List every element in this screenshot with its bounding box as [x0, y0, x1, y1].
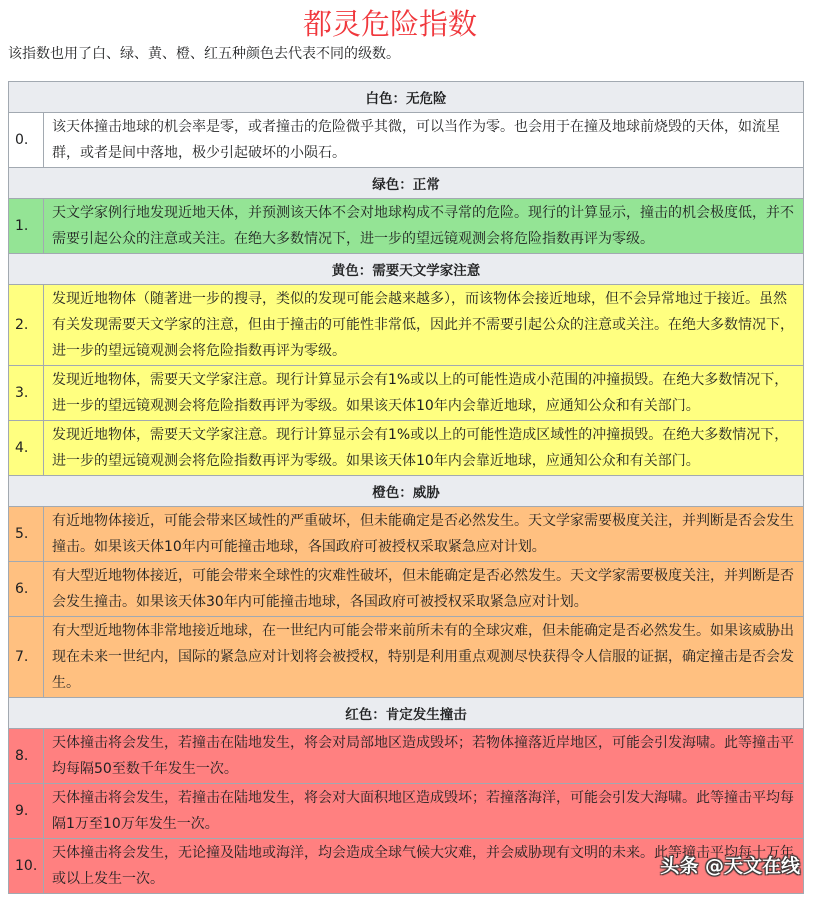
- level-row: [9, 562, 804, 617]
- level-description: 发现近地物体（随著进一步的搜寻，类似的发现可能会越来越多），而该物体会接近地球，但不会异常地过于接近。虽然有关发现需要天文学家的注意，但由于撞击的可能性非常低，因此并不需要引起公众的注意或关注。在绝大多数情况下，进一步的望远镜观测会将危险指数再评为零级。: [44, 285, 804, 366]
- level-row: [9, 113, 804, 168]
- level-row: [9, 784, 804, 839]
- level-description: 天体撞击将会发生，若撞击在陆地发生，将会对局部地区造成毁坏；若物体撞落近岸地区，可能会引发海啸。此等撞击平均每隔50至数千年发生一次。: [44, 729, 804, 784]
- level-number: 3.: [9, 366, 44, 421]
- band-header: 红色：肯定发生撞击: [9, 698, 804, 729]
- level-row: [9, 617, 804, 698]
- level-description: 发现近地物体，需要天文学家注意。现行计算显示会有1%或以上的可能性造成区域性的冲撞损毁。在绝大多数情况下，进一步的望远镜观测会将危险指数再评为零级。如果该天体10年内会靠近地球，应通知公众和有关部门。: [44, 421, 804, 476]
- level-row: [9, 366, 804, 421]
- level-row: [9, 199, 804, 254]
- band-header: 橙色：威胁: [9, 476, 804, 507]
- band-header-row: [9, 168, 804, 199]
- level-description: 天体撞击将会发生，无论撞及陆地或海洋，均会造成全球气候大灾难，并会威胁现有文明的未来。此等撞击平均每十万年或以上发生一次。: [44, 839, 804, 894]
- level-number: 5.: [9, 507, 44, 562]
- band-header: 白色：无危险: [9, 82, 804, 113]
- band-header: 黄色：需要天文学家注意: [9, 254, 804, 285]
- level-number: 6.: [9, 562, 44, 617]
- band-header-row: [9, 698, 804, 729]
- level-number: 2.: [9, 285, 44, 366]
- level-number: 10.: [9, 839, 44, 894]
- level-description: 该天体撞击地球的机会率是零，或者撞击的危险微乎其微，可以当作为零。也会用于在撞及地球前烧毁的天体，如流星群，或者是间中落地，极少引起破坏的小陨石。: [44, 113, 804, 168]
- watermark: 头条 @天文在线: [660, 855, 800, 877]
- level-row: [9, 507, 804, 562]
- band-header-row: [9, 254, 804, 285]
- level-description: 有大型近地物体接近，可能会带来全球性的灾难性破坏，但未能确定是否必然发生。天文学家需要极度关注，并判断是否会发生撞击。如果该天体30年内可能撞击地球，各国政府可被授权采取紧急应对计划。: [44, 562, 804, 617]
- level-description: 有近地物体接近，可能会带来区域性的严重破坏，但未能确定是否必然发生。天文学家需要极度关注，并判断是否会发生撞击。如果该天体10年内可能撞击地球，各国政府可被授权采取紧急应对计划。: [44, 507, 804, 562]
- level-description: 天文学家例行地发现近地天体，并预测该天体不会对地球构成不寻常的危险。现行的计算显示，撞击的机会极度低，并不需要引起公众的注意或关注。在绝大多数情况下，进一步的望远镜观测会将危险指数再评为零级。: [44, 199, 804, 254]
- band-header: 绿色：正常: [9, 168, 804, 199]
- level-number: 0.: [9, 113, 44, 168]
- level-number: 1.: [9, 199, 44, 254]
- level-row: [9, 421, 804, 476]
- band-header-row: [9, 82, 804, 113]
- level-number: 9.: [9, 784, 44, 839]
- level-description: 有大型近地物体非常地接近地球，在一世纪内可能会带来前所未有的全球灾难，但未能确定是否必然发生。如果该威胁出现在未来一世纪内，国际的紧急应对计划将会被授权，特别是利用重点观测尽快获得令人信服的证据，确定撞击是否会发生。: [44, 617, 804, 698]
- level-number: 7.: [9, 617, 44, 698]
- level-row: [9, 285, 804, 366]
- level-number: 8.: [9, 729, 44, 784]
- torino-scale-table: [8, 81, 804, 894]
- band-header-row: [9, 476, 804, 507]
- level-number: 4.: [9, 421, 44, 476]
- level-description: 发现近地物体，需要天文学家注意。现行计算显示会有1%或以上的可能性造成小范围的冲撞损毁。在绝大多数情况下，进一步的望远镜观测会将危险指数再评为零级。如果该天体10年内会靠近地球，应通知公众和有关部门。: [44, 366, 804, 421]
- intro-text: 该指数也用了白、绿、黄、橙、红五种颜色去代表不同的级数。: [8, 46, 400, 62]
- level-row: [9, 729, 804, 784]
- level-description: 天体撞击将会发生，若撞击在陆地发生，将会对大面积地区造成毁坏；若撞落海洋，可能会引发大海啸。此等撞击平均每隔1万至10万年发生一次。: [44, 784, 804, 839]
- page-title: 都灵危险指数: [302, 7, 477, 41]
